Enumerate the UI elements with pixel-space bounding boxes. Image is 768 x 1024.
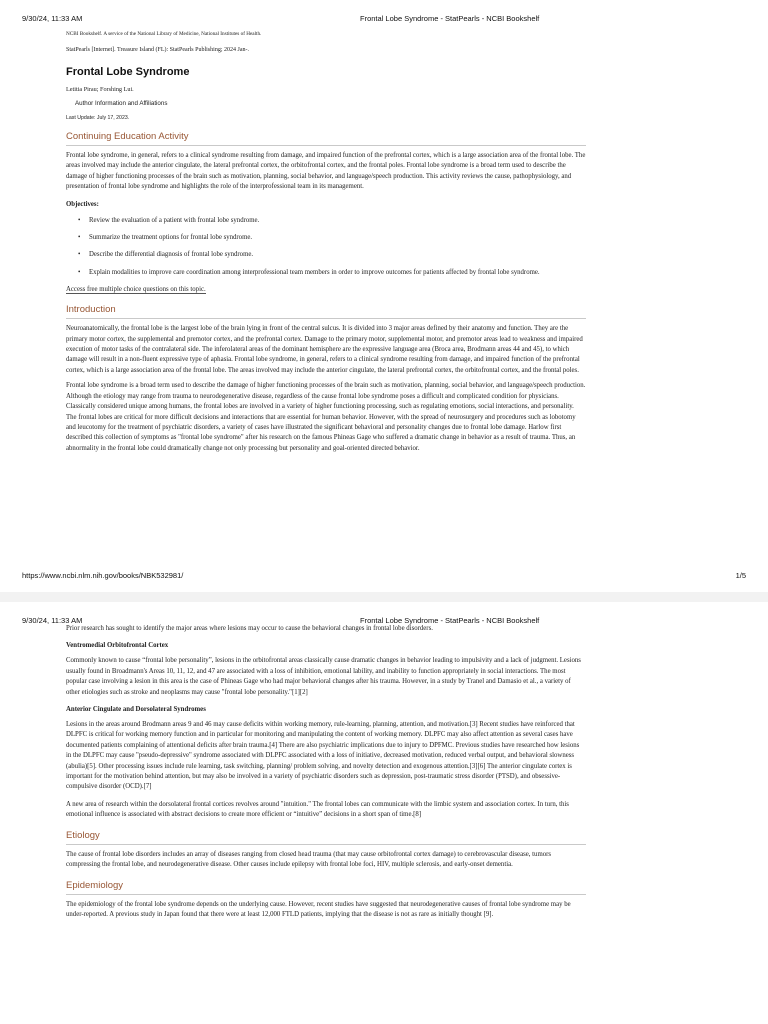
objectives-list xyxy=(66,216,586,279)
citation-link[interactable]: [1][2] xyxy=(291,688,308,696)
print-header xyxy=(22,14,746,26)
intro-paragraph-3: Prior research has sought to identify the major areas where lesions may occur to cause the behavioral changes in frontal lobe disorders. xyxy=(66,625,433,632)
objective-text: Describe the differential diagnosis of frontal lobe syndrome. xyxy=(89,251,254,259)
last-update: Last Update: July 17, 2023. xyxy=(66,115,130,121)
print-url: https://www.ncbi.nlm.nih.gov/books/NBK532981/ xyxy=(22,571,184,580)
print-timestamp: 9/30/24, 11:33 AM xyxy=(22,14,83,23)
objective-item xyxy=(78,268,586,278)
ventromedial-paragraph xyxy=(66,656,586,698)
bullet-icon: • xyxy=(78,268,81,276)
article-content-page-2 xyxy=(66,624,586,920)
bullet-icon: • xyxy=(78,234,81,242)
objective-item xyxy=(78,250,586,260)
objective-item xyxy=(78,216,586,226)
section-heading-epidemiology: Epidemiology xyxy=(66,880,586,895)
print-page-title: Frontal Lobe Syndrome - StatPearls - NCBI Bookshelf xyxy=(360,14,540,23)
section-heading-continuing-education: Continuing Education Activity xyxy=(66,131,586,146)
book-citation: StatPearls [Internet]. Treasure Island (FL): StatPearls Publishing; 2024 Jan-. xyxy=(66,47,249,53)
access-questions-row xyxy=(66,285,586,295)
subheading-anterior-cingulate: Anterior Cingulate and Dorsolateral Syndromes xyxy=(66,706,206,714)
article-content-page-1 xyxy=(66,30,586,454)
ventromedial-text: Commonly known to cause “frontal lobe personality”, lesions in the orbitofrontal areas classically cause dramatic changes in behavior leading to impulsivity and a lack of judgment. Lesions usually found in Broadmann's Areas 10, 11, 12, and 47 are associated with a loss of inhibition, emotional lability, and inability to function appropriately in social interactions. The most popular case involving a lesion in this area is the case of Phineas Gage who had major behavioral changes after his trauma. However, in a study by Tranel and Damasio et al., a variety of other etiologies such as stroke and neoplasms may cause "frontal lobe personality." xyxy=(66,657,581,696)
anterior-cingulate-paragraph: Lesions in the areas around Brodmann areas 9 and 46 may cause deficits within working memory, rule-learning, planning, attention, and motivation.[3] Recent studies have reinforced that DLPFC is critical for working memory function and in particular for monitoring and manipulating the content of working memory. DLPFC may also affect attention as several cases have documented patients complaining of attentional deficits after brain trauma.[4] There are also psychiatric implications due to injury to DPFMC. Previous studies have researched how lesions in the DLPFC may cause "pseudo-depressive" syndrome associated with DLPFC associated with a loss of initiative, decreased motivation, reduced verbal output, and behavioral slowness (abulia)[5]. Other processing issues include rule learning, task switching, planning/ problem solving, and novelty detection and exogenous attention.[3][6] The anterior cingulate cortex is important for the motivation behind attention, but may also be involved in a variety of psychiatric disorders such as depression, post-traumatic stress disorder (PTSD), and obsessive-compulsive disorder (OCD).[7] xyxy=(66,721,580,791)
print-page-2 xyxy=(0,602,768,1024)
subheading-ventromedial: Ventromedial Orbitofrontal Cortex xyxy=(66,642,169,650)
author-info-link[interactable]: Author Information and Affiliations xyxy=(75,100,168,107)
print-timestamp: 9/30/24, 11:33 AM xyxy=(22,616,83,625)
section-heading-etiology: Etiology xyxy=(66,830,586,845)
article-title: Frontal Lobe Syndrome xyxy=(66,66,190,78)
objective-text: Review the evaluation of a patient with frontal lobe syndrome. xyxy=(89,216,260,224)
ce-paragraph: Frontal lobe syndrome, in general, refers to a clinical syndrome resulting from damage, and impaired function of the prefrontal cortex, which is a large association area of the frontal lobe. The areas involved may include the anterior cingulate, the lateral prefrontal cortex, the orbitofrontal cortex, and the frontal poles. Frontal lobe syndrome is a broad term used to describe the damage of higher functioning processes of the brain such as motivation, planning, social behavior, and language/speech production. This activity reviews the cause, pathophysiology, and presentation of frontal lobe syndrome and highlights the role of the interprofessional team in its management. xyxy=(66,152,586,191)
objectives-label: Objectives: xyxy=(66,200,99,208)
bullet-icon: • xyxy=(78,251,81,259)
access-questions-link[interactable]: Access free multiple choice questions on this topic. xyxy=(66,286,206,294)
epidemiology-paragraph: The epidemiology of the frontal lobe syndrome depends on the underlying cause. However, recent studies have suggested that neurodegenerative causes of frontal lobe syndrome may be under-reported. A previous study in Japan found that there were at least 12,000 FTLD patients, implying that the disease is not as rare as initially thought [9]. xyxy=(66,900,571,918)
objective-text: Explain modalities to improve care coordination among interprofessional team members in order to improve outcomes for patients affected by frontal lobe syndrome. xyxy=(89,268,540,276)
print-page-number: 1/5 xyxy=(735,571,746,580)
publisher-note: NCBI Bookshelf. A service of the National Library of Medicine, National Institutes of Health. xyxy=(66,31,262,37)
intro-paragraph-2: Frontal lobe syndrome is a broad term used to describe the damage of higher functioning processes of the brain such as motivation, planning, social behavior, and language/speech production. Although the etiology may range from trauma to neurodegenerative disease, regardless of the cause frontal lobe syndrome poses a difficult and complicated condition for physicians. Classically considered unique among humans, the frontal lobes are involved in a variety of higher functioning processing, such as regulating emotions, social interactions, and personality. The frontal lobes are critical for more difficult decisions and interactions that are essential for human behavior. However, with the spread of neurosurgery and procedures such as lobotomy and leucotomy for the treatment of psychiatric disorders, a variety of cases have illustrated the significant behavioral and personality changes due to frontal lobe damage. Harlow first described this collection of symptoms as "frontal lobe syndrome" after his research on the famous Phineas Gage who suffered a dramatic change in behavior as a result of trauma. Thus, an abnormality in the frontal lobe could dramatically change not only processing but personality and goal-oriented directed behavior. xyxy=(66,382,586,452)
intuition-paragraph: A new area of research within the dorsolateral frontal cortices revolves around "intuition." The frontal lobes can communicate with the limbic system and association cortex. In turn, this emotional influence is associated with abstract decisions to create more efficient or “intuitive” decisions in a short span of time.[8] xyxy=(66,800,569,819)
bullet-icon: • xyxy=(78,216,81,224)
author-list: Letitia Pirau; Forshing Lui. xyxy=(66,86,134,93)
section-heading-introduction: Introduction xyxy=(66,304,586,319)
intro-paragraph-1: Neuroanatomically, the frontal lobe is the largest lobe of the brain lying in front of the central sulcus. It is divided into 3 major areas defined by their anatomy and function. They are the primary motor cortex, the supplemental and premotor cortex, and the prefrontal cortex. Damage to the primary motor, supplemental motor, and premotor areas lead to weakness and impaired execution of motor tasks of the contralateral side. The inferolateral areas of the dominant hemisphere are the expressive language area (Broca area, Brodmann areas 44 and 45), to which damage will result in a non-fluent expressive type of aphasia. Frontal lobe syndrome, in general, refers to a clinical syndrome resulting from damage, and impaired function of the prefrontal cortex, which is a large association area of the frontal lobe. The areas involved may include the anterior cingulate, the lateral prefrontal cortex, the orbitofrontal cortex, and the frontal poles. xyxy=(66,325,583,374)
etiology-paragraph: The cause of frontal lobe disorders includes an array of diseases ranging from closed head trauma (that may cause orbitofrontal cortex damage) to cerebrovascular disease, tumors compressing the frontal lobe, and neurodegenerative disease. Other causes include epilepsy with frontal lobe foci, HIV, multiple sclerosis, and early-onset dementia. xyxy=(66,850,552,869)
print-page-title: Frontal Lobe Syndrome - StatPearls - NCBI Bookshelf xyxy=(360,616,540,625)
objective-item xyxy=(78,233,586,243)
objective-text: Summarize the treatment options for frontal lobe syndrome. xyxy=(89,234,253,242)
